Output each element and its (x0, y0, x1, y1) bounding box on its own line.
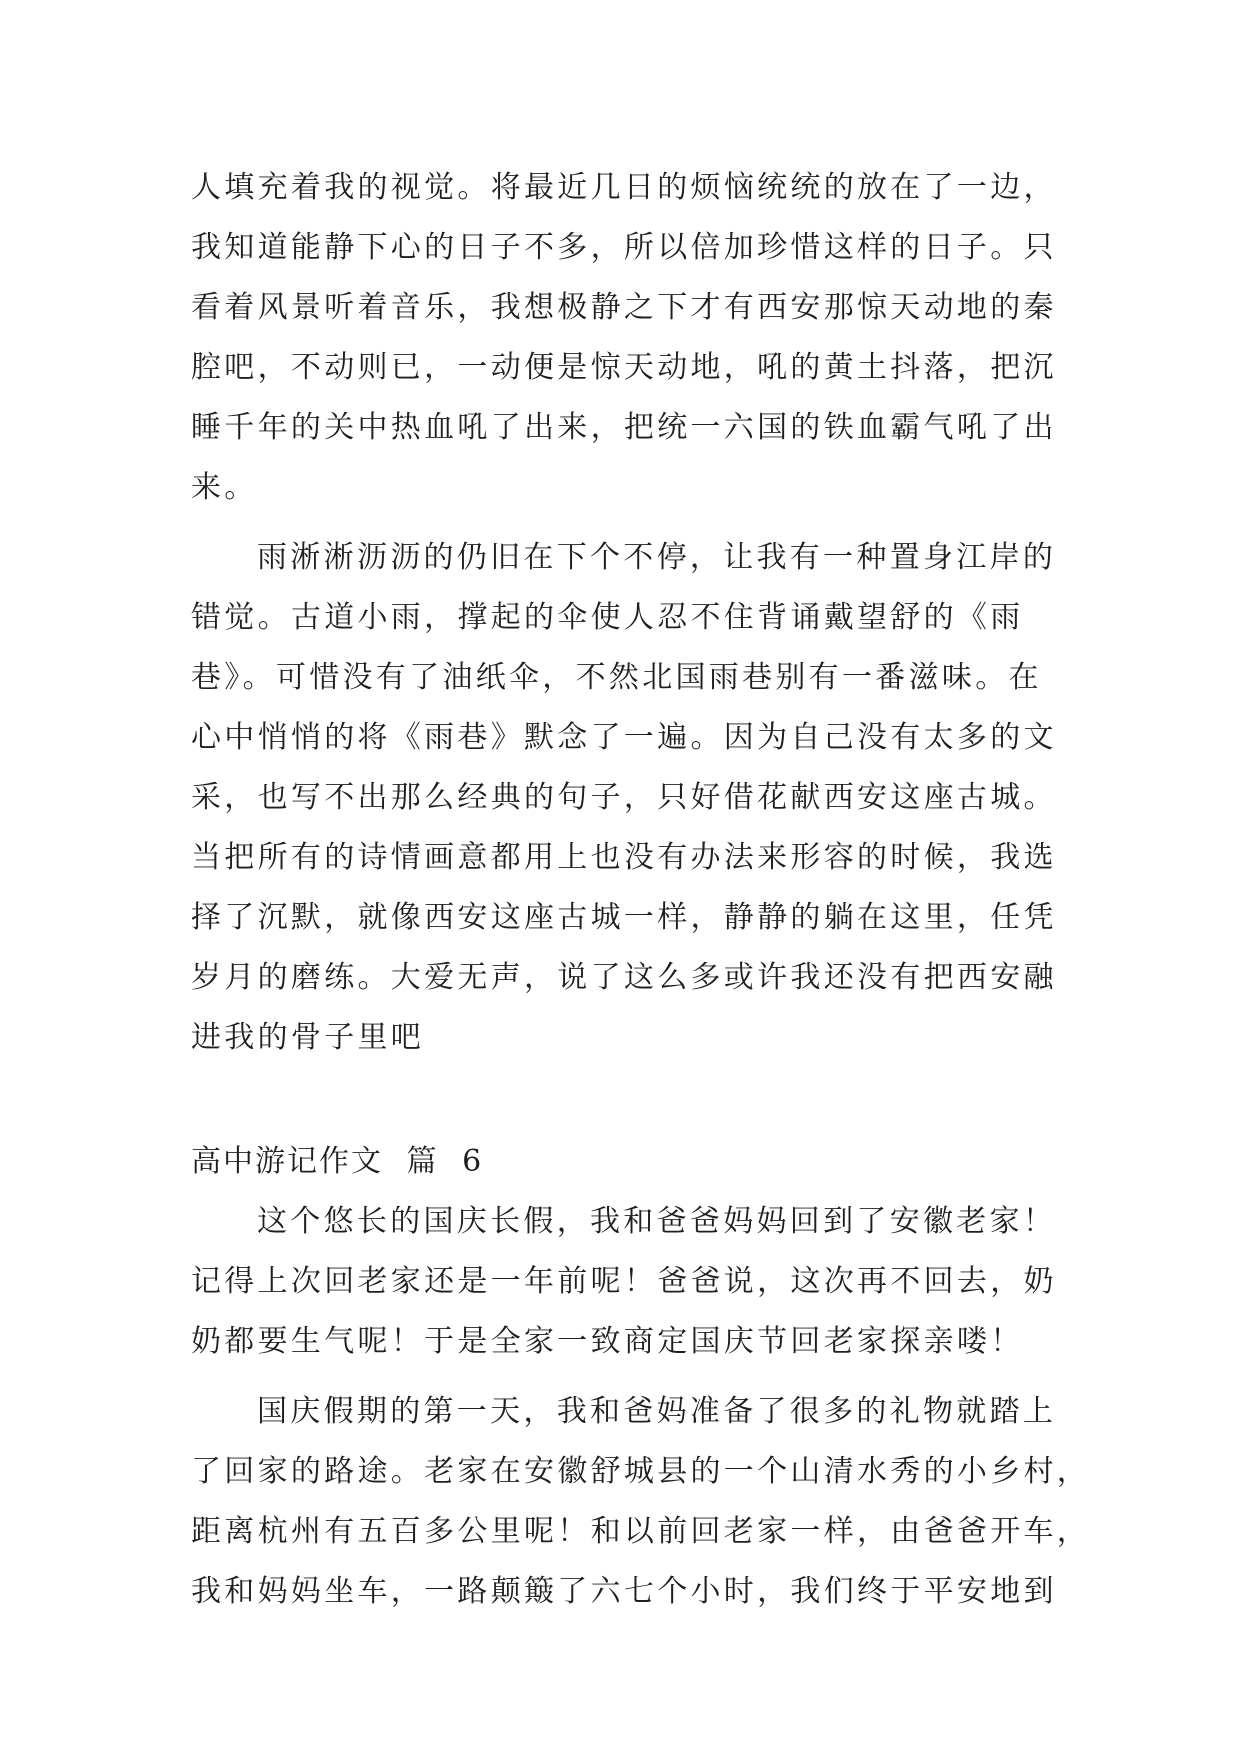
text-line: 这个悠长的国庆长假，我和爸爸妈妈回到了安徽老家！ (257, 1204, 1057, 1239)
text-line: 奶都要生气呢！于是全家一致商定国庆节回老家探亲喽！ (191, 1324, 1024, 1359)
paragraph-gap (191, 518, 1056, 528)
text-line: 采，也写不出那么经典的句子，只好借花献西安这座古城。 (191, 780, 1057, 815)
text-line: 我知道能静下心的日子不多，所以倍加珍惜这样的日子。只 (191, 230, 1057, 265)
paragraph-2 (191, 528, 1056, 1068)
text-line: 巷》。可惜没有了油纸伞，不然北国雨巷别有一番滋味。在 (191, 660, 1042, 695)
paragraph-3 (191, 1192, 1056, 1372)
text-line: 择了沉默，就像西安这座古城一样，静静的躺在这里，任凭 (191, 900, 1057, 935)
text-line: 睡千年的关中热血吼了出来，把统一六国的铁血霸气吼了出 (191, 410, 1057, 445)
section-title: 高中游记作文 篇 6 (191, 1144, 484, 1179)
text-line: 记得上次回老家还是一年前呢！爸爸说，这次再不回去，奶 (191, 1264, 1057, 1299)
text-line: 国庆假期的第一天，我和爸妈准备了很多的礼物就踏上 (257, 1394, 1057, 1429)
text-line: 雨淅淅沥沥的仍旧在下个不停，让我有一种置身江岸的 (257, 540, 1057, 575)
text-line: 错觉。古道小雨，撑起的伞使人忍不住背诵戴望舒的《雨 (191, 600, 1024, 635)
text-line: 人填充着我的视觉。将最近几日的烦恼统统的放在了一边， (191, 170, 1057, 205)
text-line: 了回家的路途。老家在安徽舒城县的一个山清水秀的小乡村， (191, 1454, 1091, 1489)
text-line: 进我的骨子里吧 (191, 1020, 425, 1055)
text-line: 当把所有的诗情画意都用上也没有办法来形容的时候，我选 (191, 840, 1057, 875)
text-line: 来。 (191, 470, 258, 505)
text-line: 我和妈妈坐车，一路颠簸了六七个小时，我们终于平安地到 (191, 1574, 1057, 1609)
paragraph-4 (191, 1382, 1091, 1622)
section-gap (191, 1068, 1056, 1132)
document-body (191, 158, 1091, 1622)
text-line: 腔吧，不动则已，一动便是惊天动地，吼的黄土抖落，把沉 (191, 350, 1057, 385)
text-line: 看着风景听着音乐，我想极静之下才有西安那惊天动地的秦 (191, 290, 1057, 325)
text-line: 岁月的磨练。大爱无声，说了这么多或许我还没有把西安融 (191, 960, 1057, 995)
text-line: 心中悄悄的将《雨巷》默念了一遍。因为自己没有太多的文 (191, 720, 1057, 755)
paragraph-gap (191, 1372, 1056, 1382)
paragraph-1 (191, 158, 1056, 518)
text-line: 距离杭州有五百多公里呢！和以前回老家一样，由爸爸开车， (191, 1514, 1091, 1549)
